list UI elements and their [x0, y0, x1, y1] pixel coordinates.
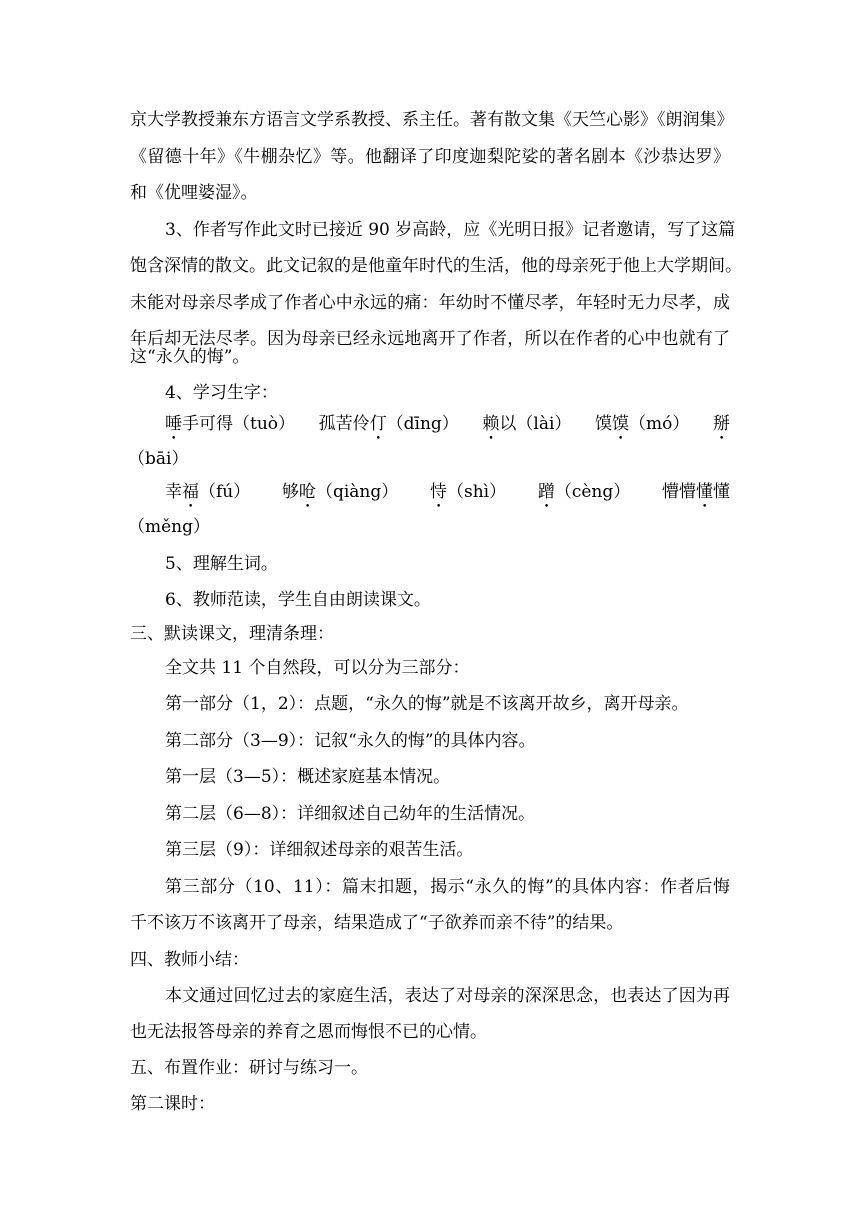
text-line: 第一层（3—5）：概述家庭基本情况。: [165, 767, 451, 787]
vocab-row: [165, 412, 730, 444]
text-line: 饱含深情的散文。此文记叙的是他童年时代的生活，他的母亲死于他上大学期间。: [130, 256, 742, 276]
text-line: 第二部分（3—9）：记叙“永久的悔”的具体内容。: [165, 731, 536, 751]
vocab-item: 唾手可得（tuò）: [165, 414, 296, 434]
vocab-item: 够呛（qiàng）: [281, 482, 399, 502]
text-line: 《留德十年》《牛棚杂忆》等。他翻译了印度迦梨陀娑的著名剧本《沙恭达罗》: [130, 147, 730, 167]
text-line: 全文共 11 个自然段，可以分为三部分：: [165, 658, 470, 678]
section-heading: 6、教师范读，学生自由朗读课文。: [165, 590, 431, 610]
vocab-item: 蹭（cèng）: [537, 482, 631, 502]
text-line: 第二层（6—8）：详细叙述自己幼年的生活情况。: [165, 804, 536, 824]
text-line: 第三部分（10、11）：篇末扣题，揭示“永久的悔”的具体内容：作者后悔: [165, 877, 730, 897]
section-heading: 四、教师小结：: [130, 950, 249, 970]
vocab-item: 幸福（fú）: [165, 482, 251, 502]
text-line: 千不该万不该离开了母亲，结果造成了“子欲养而亲不待”的结果。: [130, 913, 624, 933]
text-line: 第三层（9）：详细叙述母亲的艰苦生活。: [165, 840, 474, 860]
section-heading: 三、默读课文，理清条理：: [130, 624, 334, 644]
text-line: 年后却无法尽孝。因为母亲已经永远地离开了作者，所以在作者的心中也就有了: [130, 329, 730, 349]
text-line: 和《优哩婆湿》。: [130, 183, 258, 203]
section-heading: 4、学习生字：: [165, 383, 278, 403]
text-line: 未能对母亲尽孝成了作者心中永远的痛：年幼时不懂尽孝，年轻时无力尽孝，成: [130, 293, 730, 313]
vocab-item: 恃（shì）: [429, 482, 507, 502]
vocab-item: 孤苦伶仃（dīng）: [318, 414, 459, 434]
text-line: 这“永久的悔”。: [130, 347, 250, 367]
vocab-item: 赖以（lài）: [482, 414, 572, 434]
text-line: 也无法报答母亲的养育之恩而悔恨不已的心情。: [130, 1022, 487, 1042]
pinyin-wrap: （bāi）: [128, 449, 189, 469]
vocab-row: [165, 480, 730, 512]
vocab-item: 懵懵懂懂: [661, 482, 730, 502]
section-heading: 第二课时：: [130, 1094, 215, 1114]
paragraph-3-line: 3、作者写作此文时已接近 90 岁高龄，应《光明日报》记者邀请，写了这篇: [165, 220, 736, 240]
pinyin-wrap: （měng）: [128, 517, 211, 537]
section-heading: 5、理解生词。: [165, 554, 278, 574]
text-line: 本文通过回忆过去的家庭生活，表达了对母亲的深深思念，也表达了因为再: [165, 986, 730, 1006]
text-line: 京大学教授兼东方语言文学系教授、系主任。著有散文集《天竺心影》《朗润集》: [130, 110, 734, 130]
text-line: 第一部分（1，2）：点题，“永久的悔”就是不该离开故乡，离开母亲。: [165, 694, 689, 714]
vocab-item: 馍馍（mó）: [595, 414, 690, 434]
vocab-item: 掰: [712, 414, 730, 434]
section-heading: 五、布置作业：研讨与练习一。: [130, 1058, 368, 1078]
